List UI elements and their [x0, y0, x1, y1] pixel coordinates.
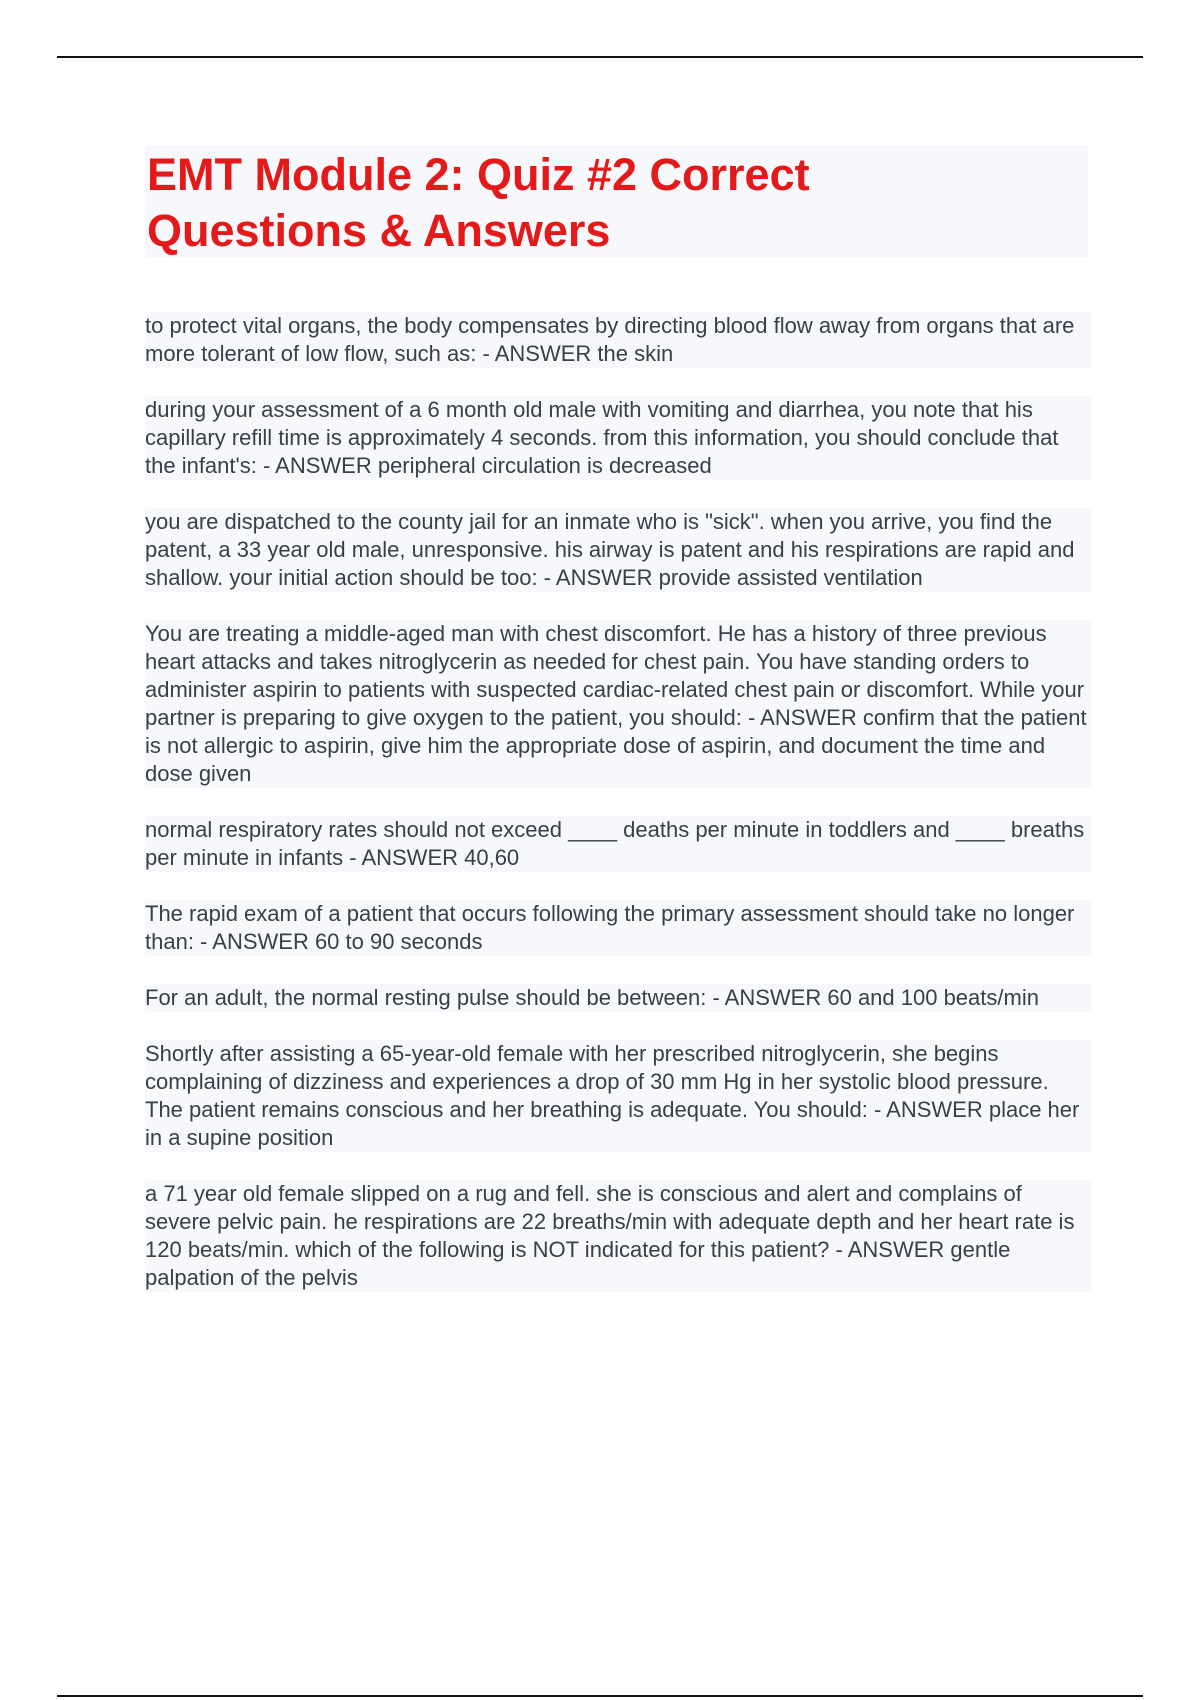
qa-text: Shortly after assisting a 65-year-old female with her prescribed nitroglycerin, she begins complaining of dizziness and experiences a drop of 30 mm Hg in her systolic blood pressure. The patient remains conscious and her breathing is adequate. You should: - ANSWER place her in a supine position [145, 1041, 1080, 1150]
qa-text: normal respiratory rates should not exceed ____ deaths per minute in toddlers and ____ breaths per minute in infants - ANSWER 40,60 [145, 817, 1085, 870]
qa-item [145, 900, 1091, 956]
qa-text: You are treating a middle-aged man with chest discomfort. He has a history of three previous heart attacks and takes nitroglycerin as needed for chest pain. You have standing orders to administer aspirin to patients with suspected cardiac-related chest pain or discomfort. While your partner is preparing to give oxygen to the patient, you should: - ANSWER confirm that the patient is not allergic to aspirin, give him the appropriate dose of aspirin, and document the time and dose given [145, 621, 1087, 786]
top-rule [57, 56, 1143, 58]
title-block [145, 145, 1088, 257]
qa-text: during your assessment of a 6 month old male with vomiting and diarrhea, you note that his capillary refill time is approximately 4 seconds. from this information, you should conclude that the infant's: - ANSWER peripheral circulation is decreased [145, 397, 1059, 478]
qa-item [145, 312, 1091, 368]
qa-item [145, 1180, 1091, 1292]
qa-text: For an adult, the normal resting pulse should be between: - ANSWER 60 and 100 beats/min [145, 985, 1039, 1010]
qa-item [145, 620, 1091, 788]
qa-text: a 71 year old female slipped on a rug and fell. she is conscious and alert and complains of severe pelvic pain. he respirations are 22 breaths/min with adequate depth and her heart rate is 120 beats/min. which of the following is NOT indicated for this patient? - ANSWER gentle palpation of the pelvis [145, 1181, 1075, 1290]
qa-item [145, 508, 1091, 592]
qa-list [145, 312, 1091, 1320]
qa-text: you are dispatched to the county jail for an inmate who is "sick". when you arrive, you find the patent, a 33 year old male, unresponsive. his airway is patent and his respirations are rapid and shallow. your initial action should be too: - ANSWER provide assisted ventilation [145, 509, 1075, 590]
bottom-rule [57, 1695, 1143, 1697]
qa-text: The rapid exam of a patient that occurs following the primary assessment should take no longer than: - ANSWER 60 to 90 seconds [145, 901, 1075, 954]
qa-item [145, 984, 1091, 1012]
qa-item [145, 816, 1091, 872]
qa-item [145, 1040, 1091, 1152]
qa-text: to protect vital organs, the body compensates by directing blood flow away from organs that are more tolerant of low flow, such as: - ANSWER the skin [145, 313, 1075, 366]
document-title: EMT Module 2: Quiz #2 Correct Questions & Answers [147, 149, 810, 256]
qa-item [145, 396, 1091, 480]
